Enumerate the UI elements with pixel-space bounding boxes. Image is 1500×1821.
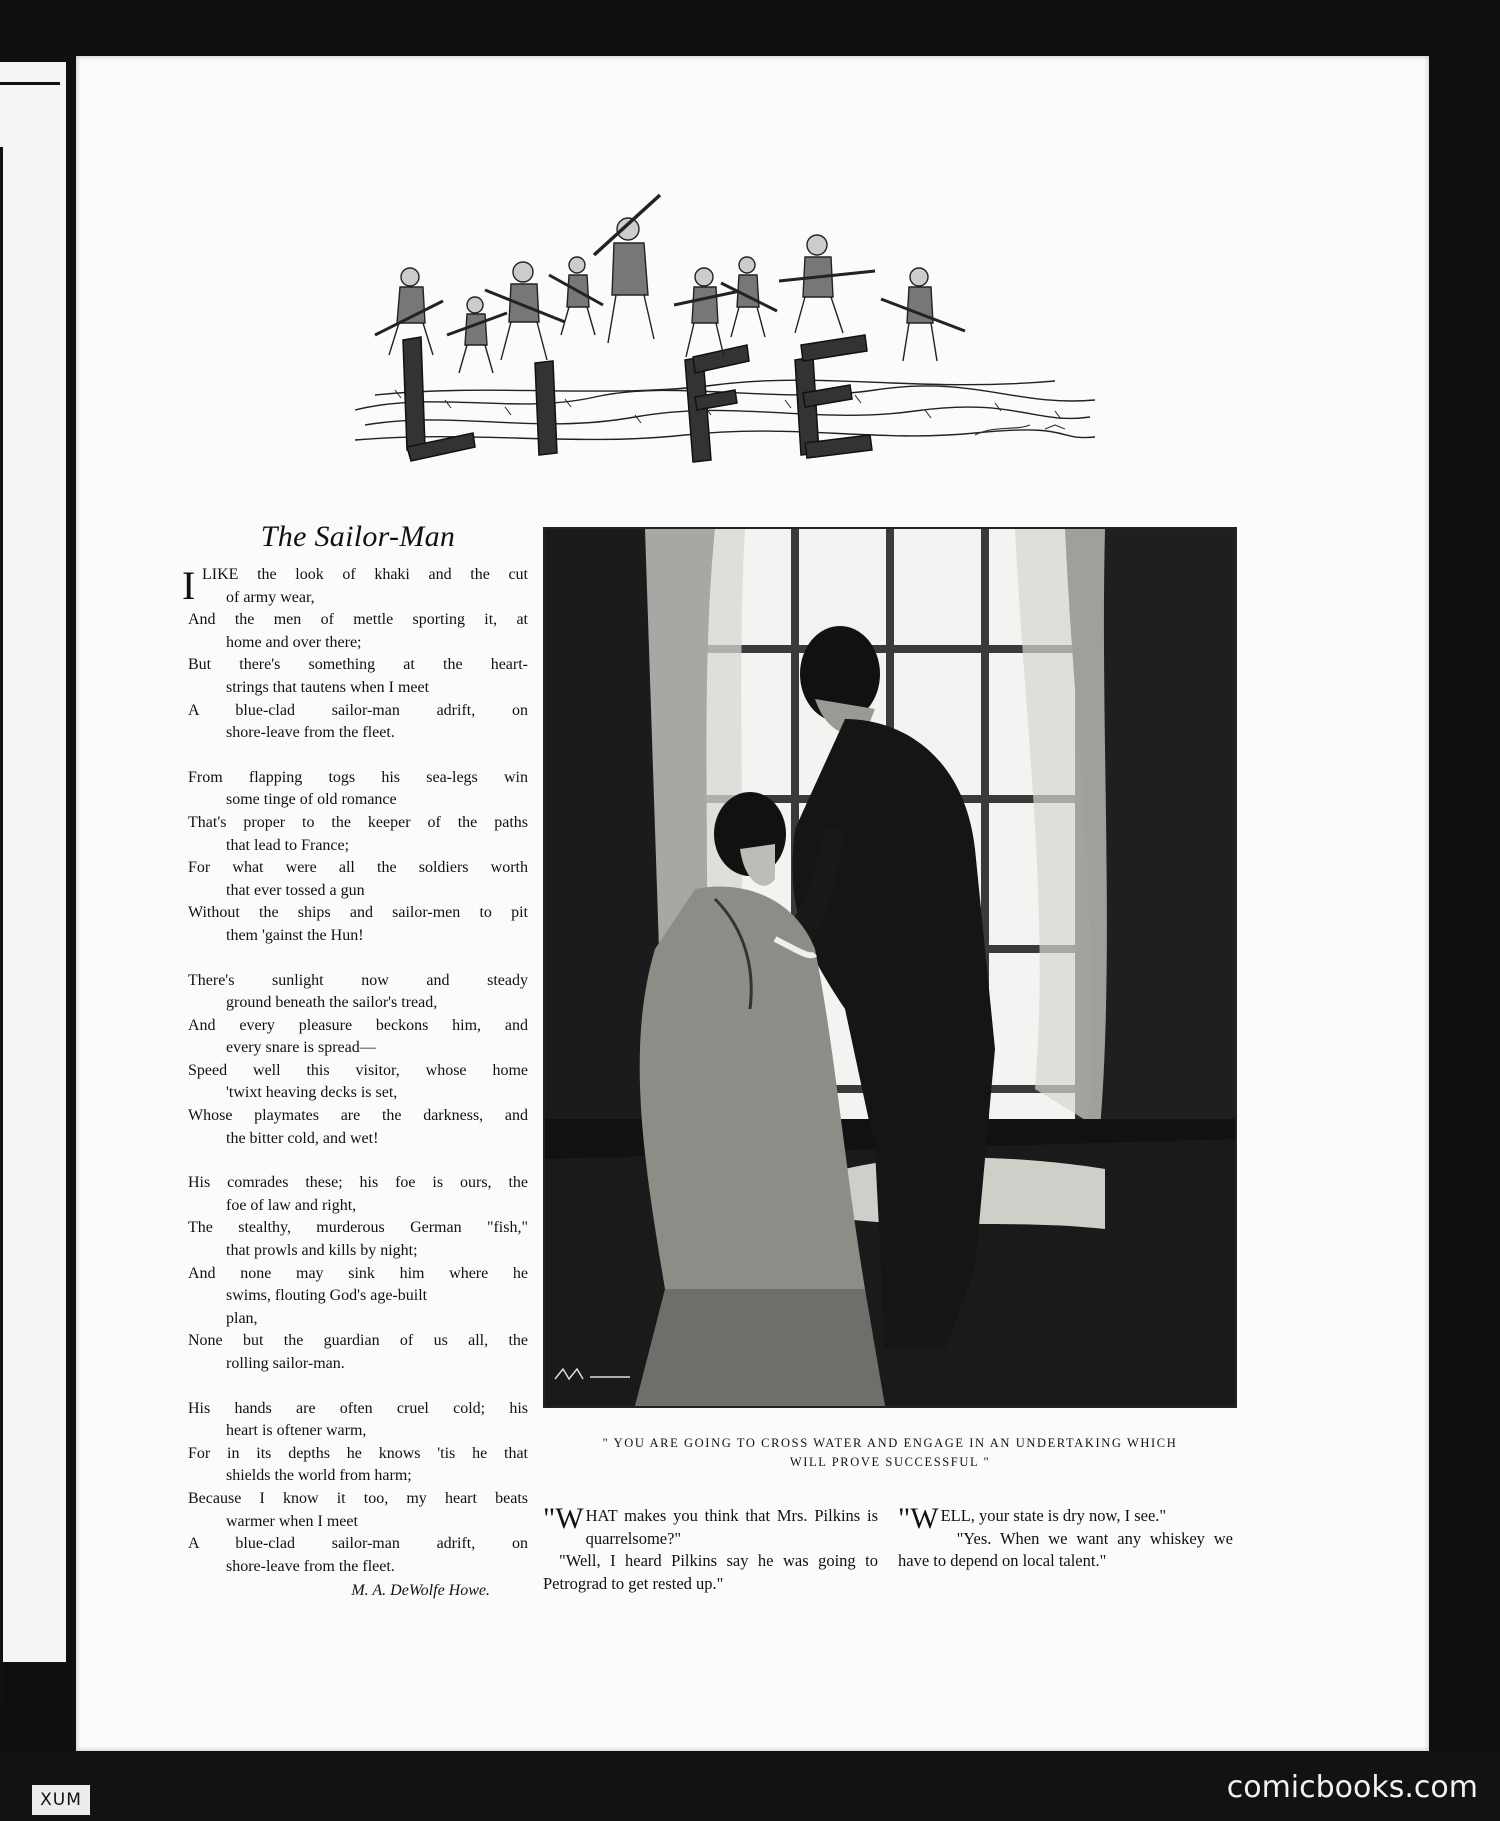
poem-line-text: The stealthy, murderous German "fish,"	[188, 1219, 528, 1237]
facing-page-border	[0, 147, 3, 1707]
poem-line-text: plan,	[226, 1309, 258, 1327]
poem-line	[188, 654, 528, 677]
watermark: comicbooks.com	[1226, 1770, 1478, 1805]
poem-line-text: some tinge of old romance	[226, 791, 397, 809]
poem-stanza	[188, 1172, 528, 1375]
joke-right	[898, 1502, 1233, 1573]
poem-line	[188, 1263, 528, 1286]
poem-line-text: shore-leave from the fleet.	[226, 724, 395, 742]
poem-line-text: But there's something at the heart-	[188, 656, 528, 674]
joke-right-line-1: ELL, your state is dry now, I see."	[940, 1506, 1167, 1525]
poem-drop-cap: I	[182, 563, 196, 608]
caption-line-2: WILL PROVE SUCCESSFUL "	[789, 1455, 991, 1469]
poem-line-text: that lead to France;	[226, 836, 350, 854]
poem-line-text: And the men of mettle sporting it, at	[188, 611, 528, 629]
joke-left-line-2: "Well, I heard Pilkins say he was going to Petrograd to get rested up."	[543, 1551, 878, 1593]
poem-line-text: Without the ships and sailor-men to pit	[188, 904, 528, 922]
poem-line	[188, 1533, 528, 1556]
poem-column	[182, 520, 528, 1600]
illustration-caption	[555, 1434, 1225, 1472]
poem-stanza	[188, 1398, 528, 1579]
joke-left-dropcap: "W	[543, 1502, 584, 1535]
poem-line	[188, 1105, 528, 1128]
poem-line-text: His hands are often cruel cold; his	[188, 1399, 528, 1417]
poem-line-text: warmer when I meet	[226, 1512, 358, 1530]
poem-line	[188, 1488, 528, 1511]
poem-line-text: For in its depths he knows 'tis he that	[188, 1444, 528, 1462]
poem-line	[188, 767, 528, 790]
poem-line-text: that ever tossed a gun	[226, 881, 365, 899]
poem-line-text: foe of law and right,	[226, 1196, 357, 1214]
poem-line	[188, 700, 528, 723]
poem-line-text: the bitter cold, and wet!	[226, 1129, 379, 1147]
poem-line	[188, 1128, 528, 1151]
poem-line-text: None but the guardian of us all, the	[188, 1332, 528, 1350]
poem-line-text: rolling sailor-man.	[226, 1355, 345, 1372]
poem-line	[188, 1308, 528, 1331]
poem-line	[188, 992, 528, 1015]
poem-line-text: 'twixt heaving decks is set,	[226, 1084, 398, 1102]
poem-line	[188, 1353, 528, 1376]
poem-line-text: LIKE the look of khaki and the cut	[202, 566, 528, 583]
joke-left-line-1: HAT makes you think that Mrs. Pilkins is quarrelsome?"	[585, 1506, 878, 1548]
poem-line	[188, 1082, 528, 1105]
poem-line	[188, 789, 528, 812]
poem-line	[188, 880, 528, 903]
poem-line	[188, 677, 528, 700]
poem-line	[188, 587, 528, 610]
poem-stanza	[188, 767, 528, 948]
poem-line-text: And none may sink him where he	[188, 1264, 528, 1282]
poem-line-text: shore-leave from the fleet.	[226, 1557, 395, 1575]
poem-line	[188, 1330, 528, 1353]
joke-left	[543, 1502, 878, 1595]
poem-stanza	[182, 563, 528, 745]
poem-line-text: home and over there;	[226, 633, 362, 651]
poem-line	[188, 1556, 528, 1579]
poem-line-text: A blue-clad sailor-man adrift, on	[188, 701, 528, 719]
poem-line-text: From flapping togs his sea-legs win	[188, 768, 528, 786]
joke-right-dropcap: "W	[898, 1502, 939, 1535]
caption-line-1: " YOU ARE GOING TO CROSS WATER AND ENGAGE IN AN UNDERTAKING WHICH	[602, 1436, 1178, 1450]
poem-line-text: ground beneath the sailor's tread,	[226, 994, 438, 1012]
poem-line	[188, 970, 528, 993]
poem-stanza	[188, 970, 528, 1151]
poem-line	[188, 1015, 528, 1038]
poem-line	[188, 632, 528, 655]
poem-line-text: That's proper to the keeper of the paths	[188, 813, 528, 831]
poem-line-text: them 'gainst the Hun!	[226, 926, 364, 944]
poem-body	[182, 563, 528, 1578]
poem-line	[188, 609, 528, 632]
poem-line-text: There's sunlight now and steady	[188, 971, 528, 989]
poem-line	[188, 722, 528, 745]
facing-page-rule	[0, 82, 60, 85]
poem-line-text: that prowls and kills by night;	[226, 1242, 418, 1260]
poem-line	[188, 1195, 528, 1218]
poem-line-text: A blue-clad sailor-man adrift, on	[188, 1535, 528, 1553]
poem-line	[188, 835, 528, 858]
poem-line-text: For what were all the soldiers worth	[188, 859, 528, 877]
poem-line	[188, 1511, 528, 1534]
poem-line-text: strings that tautens when I meet	[226, 678, 430, 696]
poem-line-text: every snare is spread—	[226, 1039, 376, 1057]
poem-line-text: heart is oftener warm,	[226, 1422, 367, 1440]
poem-line-text: swims, flouting God's age-built	[226, 1287, 428, 1305]
poem-author: M. A. DeWolfe Howe.	[351, 1582, 490, 1600]
poem-line-text: And every pleasure beckons him, and	[188, 1016, 528, 1034]
poem-line	[188, 1443, 528, 1466]
life-masthead-illustration	[355, 185, 1095, 470]
poem-line-text: of army wear,	[226, 588, 315, 606]
poem-line	[188, 1037, 528, 1060]
poem-line	[188, 1217, 528, 1240]
poem-line	[188, 1465, 528, 1488]
poem-line	[188, 1420, 528, 1443]
poem-line	[188, 1172, 528, 1195]
facing-page-edge	[0, 62, 66, 1662]
illustration	[543, 527, 1237, 1408]
poem-line-text: Because I know it too, my heart beats	[188, 1489, 528, 1507]
poem-line	[188, 1285, 528, 1308]
poem-line	[188, 1398, 528, 1421]
poem-line	[188, 902, 528, 925]
page-label: XUM	[32, 1785, 90, 1815]
poem-line	[188, 1240, 528, 1263]
poem-line-text: shields the world from harm;	[226, 1467, 412, 1485]
poem-line-text: Speed well this visitor, whose home	[188, 1061, 528, 1079]
palm-reading-illustration	[545, 529, 1235, 1406]
poem-line	[188, 925, 528, 948]
joke-right-line-2: "Yes. When we want any whiskey we have to depend on local talent."	[898, 1528, 1233, 1571]
poem-line	[188, 1060, 528, 1083]
poem-line-text: His comrades these; his foe is ours, the	[188, 1174, 528, 1192]
poem-line	[188, 857, 528, 880]
poem-line-text: Whose playmates are the darkness, and	[188, 1107, 528, 1125]
poem-line	[188, 812, 528, 835]
poem-title: The Sailor-Man	[260, 520, 456, 553]
